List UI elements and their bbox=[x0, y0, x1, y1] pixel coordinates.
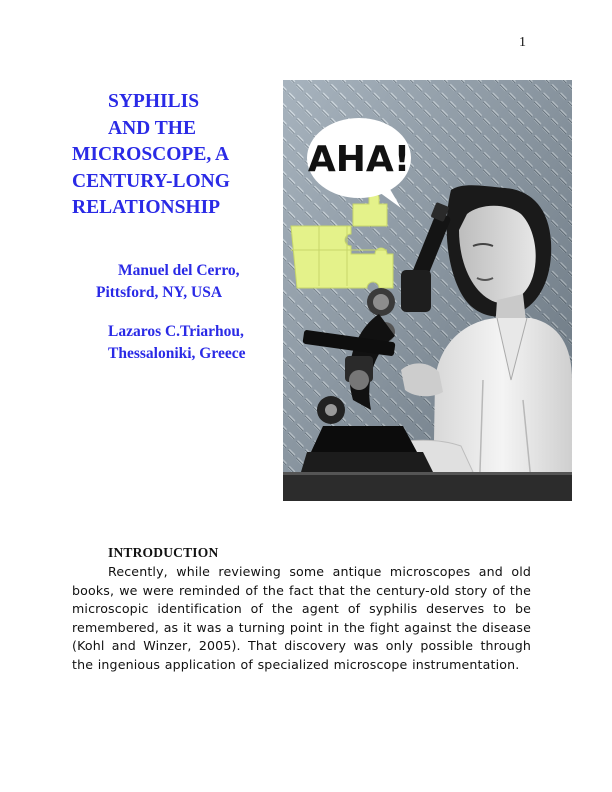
title-line: SYPHILIS bbox=[108, 91, 200, 112]
author-location: Pittsford, NY, USA bbox=[96, 284, 223, 301]
microscope-illustration bbox=[283, 80, 572, 501]
introduction-paragraph: Recently, while reviewing some antique microscopes and old books, we were reminded of the fact that the century-old story of the microscopic identification of the agent of syphilis deserves to be remembered, as it was a turning point in the fight against the disease (Kohl and Winzer, 2005). That discovery was only possible through the ingenious application of specialized microscope instrumentation. bbox=[72, 564, 531, 672]
author-location: Thessaloniki, Greece bbox=[108, 345, 246, 362]
title-line: AND THE bbox=[108, 117, 196, 139]
author-block bbox=[108, 321, 288, 365]
section-heading: INTRODUCTION bbox=[108, 545, 219, 560]
author-name: Lazaros C.Triarhou, bbox=[108, 323, 244, 340]
title-line: CENTURY-LONG bbox=[72, 170, 230, 192]
page-number: 1 bbox=[519, 35, 526, 50]
speech-bubble-text: AHA! bbox=[307, 139, 411, 180]
author-block bbox=[96, 260, 276, 304]
author-name: Manuel del Cerro, bbox=[118, 262, 240, 279]
paper-title bbox=[60, 89, 275, 222]
title-line: MICROSCOPE, A bbox=[72, 144, 230, 165]
title-line: RELATIONSHIP bbox=[72, 197, 221, 218]
